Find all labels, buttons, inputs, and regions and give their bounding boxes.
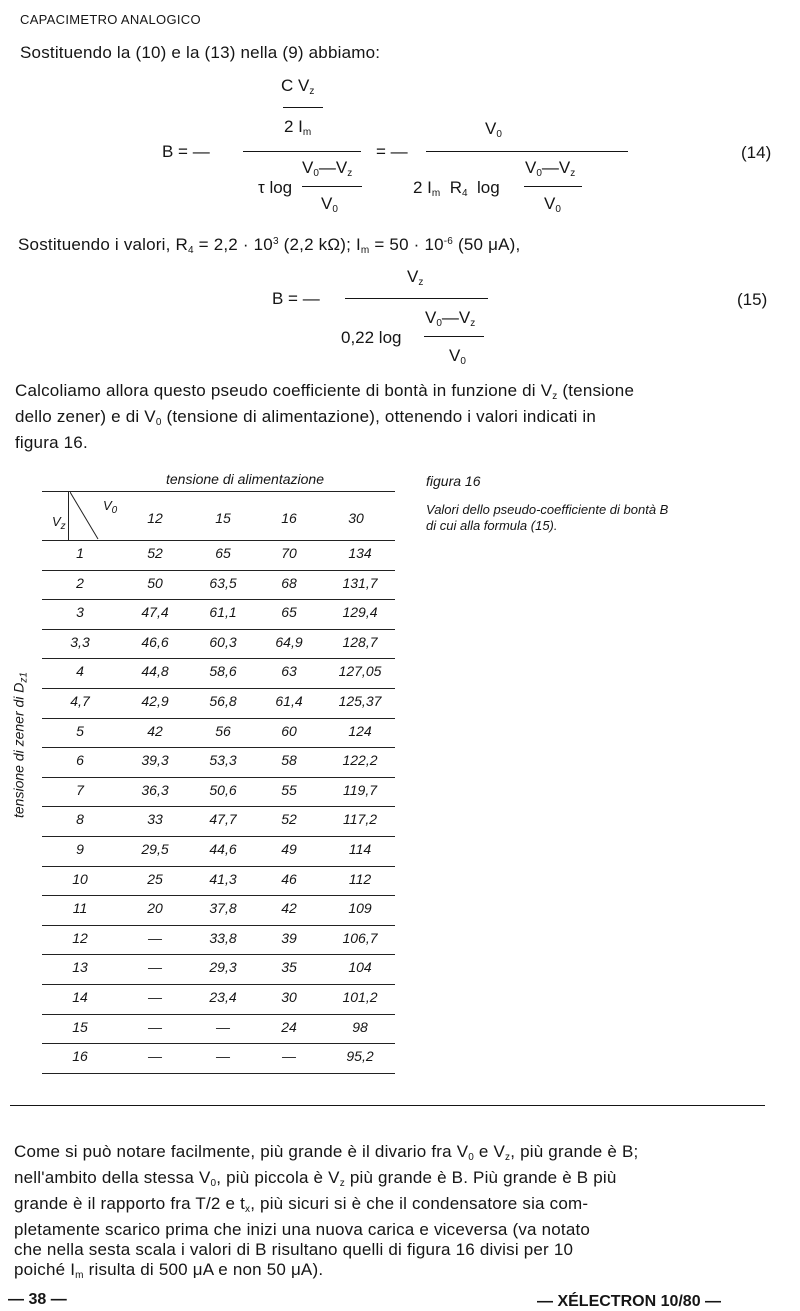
table-row-header: 2 bbox=[76, 574, 84, 591]
table-cell: — bbox=[148, 1018, 162, 1035]
table-corner-vline bbox=[68, 491, 69, 540]
table-cell: 39,3 bbox=[141, 752, 169, 769]
eq14-left-frac-num: $V_0—V_z$ bbox=[302, 158, 353, 179]
table-side-label: tensione di zener di $D_{z1}$ bbox=[10, 672, 30, 818]
table-cell: 41,3 bbox=[209, 870, 237, 887]
table-cell: 44,6 bbox=[209, 841, 237, 857]
table-row-header: 5 bbox=[76, 722, 84, 739]
table-row-line bbox=[42, 895, 395, 896]
table-row-line bbox=[42, 658, 395, 659]
table-cell: 24 bbox=[281, 1018, 297, 1035]
table-row-header: 13 bbox=[72, 959, 88, 976]
table-cell: 58 bbox=[281, 752, 297, 769]
table-cell: — bbox=[216, 1018, 230, 1035]
table-row-line bbox=[42, 954, 395, 955]
table-row-line bbox=[42, 688, 395, 689]
table-cell: — bbox=[148, 1048, 162, 1065]
table-cell: 25 bbox=[147, 870, 163, 887]
table-col-header: 15 bbox=[215, 510, 231, 526]
table-cell: 61,4 bbox=[275, 693, 303, 709]
table-cell: 125,37 bbox=[338, 693, 382, 709]
table-cell: 49 bbox=[281, 841, 297, 857]
table-row-header: 3 bbox=[76, 604, 84, 621]
table-row-line bbox=[42, 1073, 395, 1074]
table-cell: 65 bbox=[281, 604, 297, 621]
table-row-header: 6 bbox=[76, 752, 84, 769]
table-cell: 42 bbox=[281, 900, 297, 917]
eq14-left-frac-den: $V_0$ bbox=[321, 194, 338, 215]
separator-rule bbox=[10, 1105, 765, 1106]
section-header: CAPACIMETRO ANALOGICO bbox=[20, 12, 201, 27]
paragraph-2: Come si può notare facilmente, più grande è il divario fra $V_0$ e $V_z$, più grande è B; nell'ambito della stessa $V_0$, più piccola è $V_z$ più grande è B. Più grande è B più grande è il rapporto fra T/2 e $t_x$, più sicuri si è che il condensatore sia com- pletamente scarico prima che inizi una nuova carica e viceversa (va notato che nella sesta scala i valori di B risultano quelli di figura 16 divisi per 10 poiché $I_m$ risulta di 500 μA e non 50 μA). bbox=[14, 1142, 639, 1281]
eq15-numerator: $V_z$ bbox=[407, 267, 424, 288]
eq15-frac-den: $V_0$ bbox=[449, 346, 466, 367]
table-row-line bbox=[42, 1043, 395, 1044]
table-cell: 50 bbox=[147, 574, 163, 591]
table-cell: 39 bbox=[281, 929, 297, 946]
eq15-lhs: B = — bbox=[272, 289, 320, 308]
table-cell: 35 bbox=[281, 959, 297, 976]
table-row-line bbox=[42, 599, 395, 600]
table-row-line bbox=[42, 1014, 395, 1015]
figure-caption: Valori dello pseudo-coefficiente di bontà B di cui alla formula (15). bbox=[426, 502, 669, 533]
table-cell: — bbox=[148, 989, 162, 1005]
eq14-lhs: B = — bbox=[162, 142, 210, 161]
table-row-header: 1 bbox=[76, 545, 84, 561]
table-cell: 112 bbox=[348, 870, 372, 887]
table-corner-vz: $V_z$ bbox=[52, 514, 66, 532]
table-row-line bbox=[42, 629, 395, 630]
table-cell: 53,3 bbox=[209, 752, 237, 769]
table-cell: 52 bbox=[281, 811, 297, 828]
table-cell: 129,4 bbox=[342, 604, 378, 621]
table-cell: 33,8 bbox=[209, 929, 237, 946]
table-cell: 30 bbox=[281, 989, 297, 1005]
table-row-header: 7 bbox=[76, 781, 84, 798]
table-cell: 46,6 bbox=[141, 633, 169, 650]
table-cell: 109 bbox=[348, 900, 372, 917]
table-row-line bbox=[42, 836, 395, 837]
table-cell: 29,3 bbox=[209, 959, 237, 976]
values-line: Sostituendo i valori, $R_4 = 2,2 \cdot 10^3$ (2,2 kΩ); $I_m = 50 \cdot 10^{-6}$ (50 μA), bbox=[18, 235, 521, 256]
table-cell: 58,6 bbox=[209, 663, 237, 680]
table-cell: 106,7 bbox=[342, 929, 378, 946]
paragraph-1: Calcoliamo allora questo pseudo coefficiente di bontà in funzione di $V_z$ (tensione dello zener) e di $V_0$ (tensione di alimentazione), ottenendo i valori indicati in figura 16. bbox=[15, 381, 635, 452]
table-cell: 23,4 bbox=[209, 989, 237, 1005]
eq14-right-frac-num: $V_0—V_z$ bbox=[525, 158, 576, 179]
table-row-header: 16 bbox=[72, 1048, 88, 1065]
eq14-tau-log: τ log bbox=[258, 178, 293, 197]
eq14-right-frac-den: $V_0$ bbox=[544, 194, 561, 215]
table-cell: 64,9 bbox=[275, 633, 303, 650]
table-col-header: 12 bbox=[147, 510, 163, 526]
table-cell: 37,8 bbox=[209, 900, 237, 917]
table-row-header: 4 bbox=[76, 663, 84, 680]
table-cell: 127,05 bbox=[338, 663, 382, 680]
table-cell: 33 bbox=[147, 811, 163, 828]
table-cell: 55 bbox=[281, 781, 297, 798]
table-cell: 119,7 bbox=[343, 781, 377, 798]
table-row-header: 9 bbox=[76, 841, 84, 857]
intro-text: Sostituendo la (10) e la (13) nella (9) abbiamo: bbox=[20, 43, 381, 62]
table-row-header: 4,7 bbox=[70, 693, 90, 709]
equation-14 bbox=[0, 70, 800, 230]
table-cell: 70 bbox=[281, 545, 297, 561]
table-row-line bbox=[42, 984, 395, 985]
eq15-den: 0,22 log bbox=[341, 328, 402, 347]
table-cell: — bbox=[216, 1048, 230, 1065]
table-row-line bbox=[42, 570, 395, 571]
eq15-frac-num: $V_0—V_z$ bbox=[425, 308, 476, 329]
table-row-header: 14 bbox=[72, 989, 88, 1005]
table-cell: 134 bbox=[348, 545, 372, 561]
table-cell: 36,3 bbox=[141, 781, 169, 798]
figure-label: figura 16 bbox=[426, 473, 481, 489]
eq14-top-numerator: C $V_z$ bbox=[281, 76, 315, 97]
table-top-header: tensione di alimentazione bbox=[166, 471, 324, 487]
eq14-mid-numerator: 2 $I_m$ bbox=[284, 117, 312, 138]
table-cell: 29,5 bbox=[141, 841, 169, 857]
table-row-line bbox=[42, 925, 395, 926]
table-cell: 128,7 bbox=[342, 633, 378, 650]
eq15-number: (15) bbox=[737, 290, 768, 309]
table-row-line bbox=[42, 747, 395, 748]
table-cell: 46 bbox=[281, 870, 297, 887]
table-cell: 60,3 bbox=[209, 633, 237, 650]
table-cell: 20 bbox=[147, 900, 163, 917]
table-cell: 44,8 bbox=[141, 663, 169, 680]
table-row-header: 12 bbox=[72, 929, 88, 946]
table-row-header: 10 bbox=[72, 870, 88, 887]
table-cell: 104 bbox=[348, 959, 372, 976]
table-cell: 114 bbox=[348, 841, 372, 857]
eq14-right-den: 2 $I_m$ $R_4$ log bbox=[413, 178, 500, 199]
table-cell: 63 bbox=[281, 663, 297, 680]
table-cell: 68 bbox=[281, 574, 297, 591]
table-cell: 42 bbox=[147, 722, 163, 739]
table-cell: — bbox=[282, 1048, 296, 1065]
eq14-number: (14) bbox=[741, 143, 772, 162]
table-cell: 47,4 bbox=[141, 604, 169, 621]
table-cell: — bbox=[148, 929, 162, 946]
table-corner-diagonal bbox=[70, 492, 100, 540]
table-cell: 95,2 bbox=[346, 1048, 374, 1065]
table-row-header: 8 bbox=[76, 811, 84, 828]
eq14-equals: = — bbox=[376, 142, 408, 161]
table-cell: 60 bbox=[281, 722, 297, 739]
table-row-header: 11 bbox=[72, 900, 88, 917]
table-cell: 63,5 bbox=[209, 574, 237, 591]
table-row-header: 15 bbox=[72, 1018, 88, 1035]
page-number: — 38 — bbox=[8, 1291, 67, 1308]
table-row-line bbox=[42, 866, 395, 867]
table-row-line bbox=[42, 718, 395, 719]
equation-15 bbox=[0, 262, 800, 377]
table-cell: 56,8 bbox=[209, 693, 237, 709]
table-row-line bbox=[42, 777, 395, 778]
table-cell: 65 bbox=[215, 545, 231, 561]
table-cell: 61,1 bbox=[209, 604, 237, 621]
table-cell: 56 bbox=[215, 722, 231, 739]
table-cell: 124 bbox=[348, 722, 372, 739]
table-row-header: 3,3 bbox=[70, 633, 90, 650]
table-cell: 101,2 bbox=[342, 989, 378, 1005]
table-cell: 42,9 bbox=[141, 693, 169, 709]
table-cell: 52 bbox=[147, 545, 163, 561]
table-cell: — bbox=[148, 959, 162, 976]
magazine-name: — XÉLECTRON 10/80 — bbox=[537, 1293, 722, 1310]
table-corner-v0: $V_0$ bbox=[103, 498, 118, 516]
table-cell: 47,7 bbox=[209, 811, 237, 828]
table-cell: 50,6 bbox=[209, 781, 237, 798]
table-cell: 98 bbox=[352, 1018, 368, 1035]
table-cell: 122,2 bbox=[342, 752, 378, 769]
table-cell: 131,7 bbox=[342, 574, 378, 591]
table-cell: 117,2 bbox=[343, 811, 377, 828]
table-col-header: 30 bbox=[348, 510, 364, 526]
table-row-line bbox=[42, 806, 395, 807]
eq14-right-numerator: $V_0$ bbox=[485, 119, 502, 140]
table-col-header: 16 bbox=[281, 510, 297, 526]
